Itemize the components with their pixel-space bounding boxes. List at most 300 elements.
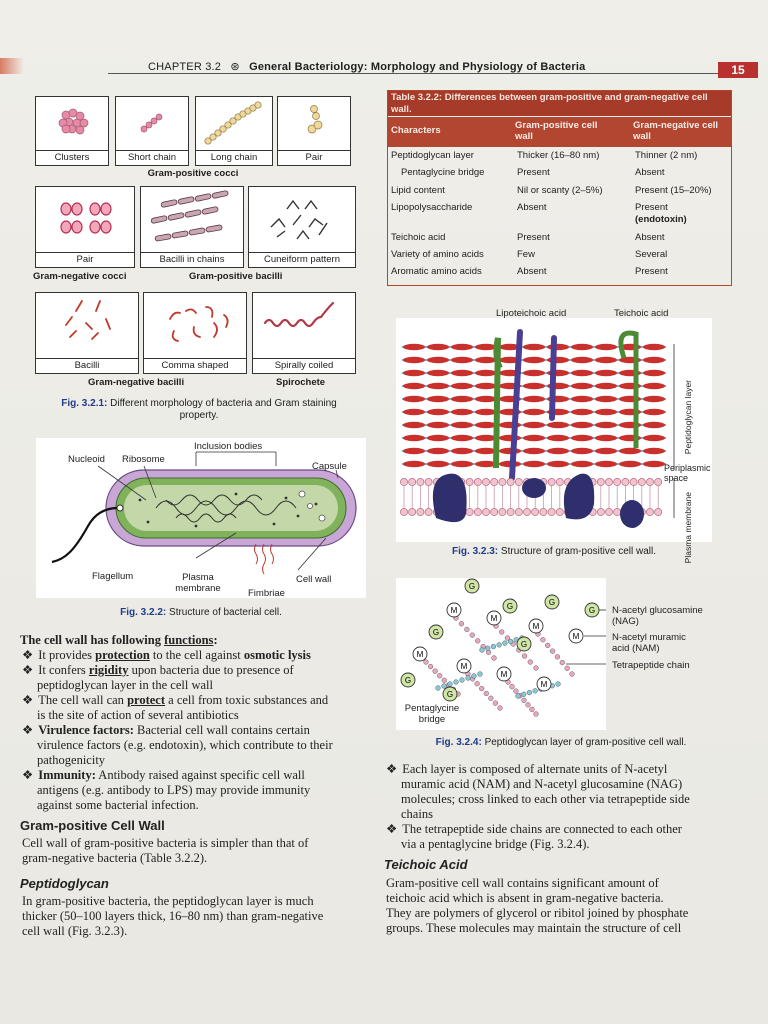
glycan-unit <box>451 370 473 376</box>
glycan-unit <box>403 383 425 389</box>
label-cuneiform: Cuneiform pattern <box>249 252 355 267</box>
phospholipid-head <box>646 508 653 515</box>
glycan-unit <box>523 357 545 363</box>
cell-spirally <box>252 292 356 374</box>
fig-3-2-1-caption-text1: Different morphology of bacteria and Gram staining <box>110 398 337 409</box>
chain-bead <box>528 660 533 665</box>
phospholipid-head <box>515 508 522 515</box>
glycan-unit <box>523 422 545 428</box>
label-comma: Comma shaped <box>144 358 246 373</box>
label-bacilli-chains: Bacilli in chains <box>141 252 243 267</box>
table-cell: Present (15–20%) <box>635 185 712 196</box>
table-cell: Teichoic acid <box>391 232 446 243</box>
glycan-unit <box>547 344 569 350</box>
label-nucleoid: Nucleoid <box>68 454 105 465</box>
phospholipid-head <box>400 478 407 485</box>
glycan-unit <box>619 448 641 454</box>
ta-line4: groups. These molecules may maintain the structure of cell <box>386 921 682 935</box>
table-cell: Peptidoglycan layer <box>391 150 474 161</box>
phospholipid-head <box>655 508 662 515</box>
glycan-unit <box>403 461 425 467</box>
chain-bead <box>570 672 575 677</box>
glycan-unit <box>451 383 473 389</box>
gram-positive-cell-wall-illustration <box>396 318 712 542</box>
chain-bead <box>533 688 538 693</box>
chain-bead <box>555 654 560 659</box>
glycan-unit <box>451 396 473 402</box>
chapter-label: CHAPTER 3.2 <box>148 61 222 73</box>
cell-short-chain <box>115 96 189 166</box>
r1-line4: chains <box>401 807 433 821</box>
bullet-virulence-line2: virulence factors (e.g. endotoxin), which contribute to their <box>37 738 333 752</box>
bullet-diamond-icon: ❖ <box>22 723 34 737</box>
b3-pre: The cell wall can <box>38 693 128 707</box>
node-letter: M <box>450 606 458 615</box>
functions-intro <box>20 633 218 648</box>
short-chain-illustration <box>116 97 188 149</box>
phospholipid-head <box>409 508 416 515</box>
phospholipid-head <box>597 478 604 485</box>
chain-bead <box>514 689 519 694</box>
teichoic-acid-strand <box>552 338 554 418</box>
header-separator-icon: ⊛ <box>230 61 240 73</box>
table-cell: Present <box>517 167 550 178</box>
node-letter: G <box>468 582 476 591</box>
page-number: 15 <box>718 62 758 78</box>
glycan-unit <box>475 409 497 415</box>
b2-bold: rigidity <box>88 663 129 677</box>
glycan-unit <box>595 435 617 441</box>
running-header <box>148 60 585 73</box>
glycan-unit <box>547 357 569 363</box>
b2-pre: It confers <box>38 663 89 677</box>
glycan-unit <box>475 370 497 376</box>
glycan-unit <box>427 370 449 376</box>
glycan-unit <box>571 344 593 350</box>
glycan-unit <box>403 370 425 376</box>
b1-bold1: protection <box>95 648 150 662</box>
glycan-unit <box>451 344 473 350</box>
glycan-unit <box>499 435 521 441</box>
chain-bead <box>433 669 438 674</box>
fig-3-2-1-caption-num: Fig. 3.2.1: <box>61 398 108 409</box>
bullet-diamond-icon: ❖ <box>22 663 34 677</box>
cell-bacilli-chains <box>140 186 244 268</box>
bullet-immunity-line3: against some bacterial infection. <box>37 798 199 812</box>
table-header-gram-negative: Gram-negative cell wall <box>633 120 719 142</box>
glycan-unit <box>427 435 449 441</box>
glycan-unit <box>403 396 425 402</box>
label-peptidoglycan-layer: Peptidoglycan layer <box>683 380 693 455</box>
chain-bead <box>522 654 527 659</box>
glycan-unit <box>427 396 449 402</box>
chain-bead <box>565 666 570 671</box>
glycan-unit <box>523 448 545 454</box>
label-nam <box>612 632 686 654</box>
bullet-immunity <box>22 768 305 783</box>
caption-spirochete: Spirochete <box>276 377 326 388</box>
table-frame <box>387 90 732 286</box>
chain-bead <box>550 649 555 654</box>
phospholipid-head <box>425 478 432 485</box>
glycan-unit <box>547 435 569 441</box>
chain-bead <box>556 682 561 687</box>
label-plasma-1: Plasma <box>182 572 214 583</box>
glycan-unit <box>595 396 617 402</box>
pg-text-line2: thicker (50–100 layers thick, 16–80 nm) than gram-negative <box>22 909 324 923</box>
glycan-unit <box>523 396 545 402</box>
chain-bead <box>436 686 441 691</box>
glycan-unit <box>427 461 449 467</box>
fig-3-2-3-caption-num: Fig. 3.2.3: <box>452 546 499 557</box>
node-letter: M <box>540 680 548 689</box>
bullet-diamond-icon: ❖ <box>22 693 34 707</box>
glycan-unit <box>595 409 617 415</box>
table-cell: Several <box>635 249 668 260</box>
node-letter: M <box>416 650 424 659</box>
chain-bead <box>459 621 464 626</box>
imm-bold: Immunity: <box>38 768 96 782</box>
label-plasma-membrane-2: Plasma membrane <box>683 492 693 564</box>
table-header-gram-positive: Gram-positive cell wall <box>515 120 598 142</box>
heading-gram-positive-cell-wall: Gram-positive Cell Wall <box>20 818 165 833</box>
cell-clusters <box>35 96 109 166</box>
phospholipid-head <box>556 478 563 485</box>
vir-text1: Bacterial cell wall contains certain <box>133 723 310 737</box>
table-cell: Few <box>517 249 535 260</box>
phospholipid-head <box>491 508 498 515</box>
glycan-unit <box>595 461 617 467</box>
ta-line1: Gram-positive cell wall contains significant amount of <box>386 876 659 890</box>
chain-bead <box>534 666 539 671</box>
phospholipid-head <box>499 508 506 515</box>
chain-bead <box>437 673 442 678</box>
node-letter: G <box>446 690 454 699</box>
glycan-unit <box>595 344 617 350</box>
table-title-text: Differences between gram-positive and gram-negative cell wall. <box>391 92 708 115</box>
table-cell: Nil or scanty (2–5%) <box>517 185 603 196</box>
glycan-unit <box>643 370 665 376</box>
chain-bead <box>516 694 521 699</box>
node-letter: M <box>532 622 540 631</box>
r1-line2: muramic acid (NAM) and N-acetyl glucosamine (NAG) <box>401 777 683 791</box>
chain-bead <box>466 676 471 681</box>
glycan-unit <box>427 409 449 415</box>
glycan-unit <box>595 370 617 376</box>
fig-3-2-4-caption <box>396 737 726 748</box>
phospholipid-head <box>400 508 407 515</box>
chain-bead <box>521 692 526 697</box>
glycan-unit <box>547 461 569 467</box>
table-cell: Lipid content <box>391 185 445 196</box>
glycan-unit <box>643 435 665 441</box>
node-letter: M <box>460 662 468 671</box>
chain-bead <box>498 706 503 711</box>
fig-3-2-4-caption-text: Peptidoglycan layer of gram-positive cell wall. <box>484 737 687 748</box>
table-cell: Present <box>635 202 668 213</box>
chain-bead <box>448 682 453 687</box>
node-letter: M <box>500 670 508 679</box>
r2-line2: via a pentaglycine bridge (Fig. 3.2.4). <box>401 837 590 851</box>
chapter-title: General Bacteriology: Morphology and Physiology of Bacteria <box>249 61 586 73</box>
bullet-protection <box>22 648 311 663</box>
label-teichoic-acid: Teichoic acid <box>614 308 669 319</box>
table-cell: Thinner (2 nm) <box>635 150 698 161</box>
table-cell: Absent <box>517 202 547 213</box>
chain-bead <box>424 660 429 665</box>
table-cell: Lipopolysaccharide <box>391 202 473 213</box>
phospholipid-head <box>614 478 621 485</box>
r1-line3: molecules; cross linked to each other via tetrapeptide side <box>401 792 690 806</box>
phospholipid-head <box>466 478 473 485</box>
b1-bold2: osmotic lysis <box>243 648 311 662</box>
phospholipid-head <box>614 508 621 515</box>
b1-pre: It provides <box>38 648 96 662</box>
chain-bead <box>560 660 565 665</box>
bullet-protect-line2: is the site of action of several antibiotics <box>37 708 239 722</box>
cell-gn-bacilli <box>35 292 139 374</box>
heading-teichoic-acid: Teichoic Acid <box>384 857 468 872</box>
phospholipid-head <box>597 508 604 515</box>
label-short-chain: Short chain <box>116 150 188 165</box>
vir-bold: Virulence factors: <box>38 723 134 737</box>
glycan-unit <box>475 383 497 389</box>
glycan-unit <box>475 396 497 402</box>
membrane-protein <box>433 474 467 523</box>
chain-bead <box>454 680 459 685</box>
gp-text-line1: Cell wall of gram-positive bacteria is simpler than that of <box>22 836 309 850</box>
node-letter: G <box>520 640 528 649</box>
glycan-unit <box>427 344 449 350</box>
phospholipid-head <box>466 508 473 515</box>
label-pentaglycine-bridge <box>396 703 468 725</box>
table-cell: Pentaglycine bridge <box>401 167 485 178</box>
label-capsule: Capsule <box>312 461 347 472</box>
phospholipid-head <box>507 508 514 515</box>
phospholipid-head <box>638 478 645 485</box>
label-inclusion-bodies: Inclusion bodies <box>194 441 263 452</box>
phospholipid-head <box>622 478 629 485</box>
glycan-unit <box>451 422 473 428</box>
pg-text-line3: cell wall (Fig. 3.2.3). <box>22 924 128 938</box>
bullet-immunity-line2: antigens (e.g. antibody to LPS) may provide immunity <box>37 783 311 797</box>
glycan-unit <box>451 461 473 467</box>
table-cell: (endotoxin) <box>635 214 687 225</box>
glycan-unit <box>451 357 473 363</box>
chain-bead <box>508 639 513 644</box>
chain-bead <box>428 664 433 669</box>
fig-3-2-1-caption <box>34 398 364 422</box>
phospholipid-head <box>474 478 481 485</box>
glycan-unit <box>643 396 665 402</box>
table-header-characters: Characters <box>391 125 441 136</box>
label-gn-bacilli: Bacilli <box>36 358 138 373</box>
glycan-unit <box>571 383 593 389</box>
glycan-unit <box>523 344 545 350</box>
table-cell: Absent <box>635 167 665 178</box>
glycan-unit <box>595 357 617 363</box>
chain-bead <box>530 707 535 712</box>
b3-mid: a cell from toxic substances and <box>165 693 329 707</box>
phospholipid-head <box>605 478 612 485</box>
node-letter: G <box>432 628 440 637</box>
phospholipid-head <box>482 508 489 515</box>
chain-bead <box>460 678 465 683</box>
chain-bead <box>526 702 531 707</box>
header-rule <box>108 73 718 74</box>
ta-line3: They are polymers of glycerol or ribitol joined by phosphate <box>386 906 689 920</box>
glycan-unit <box>643 461 665 467</box>
chain-bead <box>480 648 485 653</box>
phospholipid-head <box>491 478 498 485</box>
phospholipid-head <box>474 508 481 515</box>
membrane-protein <box>620 500 644 528</box>
node-letter: G <box>404 676 412 685</box>
chain-bead <box>545 643 550 648</box>
label-fimbriae: Fimbriae <box>248 588 285 599</box>
b3-bold: protect <box>127 693 166 707</box>
table-cell: Present <box>635 266 668 277</box>
label-plasma-membrane <box>168 572 228 594</box>
heading-peptidoglycan: Peptidoglycan <box>20 876 109 891</box>
glycan-unit <box>451 448 473 454</box>
glycan-unit <box>427 422 449 428</box>
glycan-unit <box>523 383 545 389</box>
diplococci-illustration <box>278 97 350 149</box>
glycan-unit <box>595 448 617 454</box>
fig-3-2-3-caption-text: Structure of gram-positive cell wall. <box>500 546 656 557</box>
chain-bead <box>484 691 489 696</box>
glycan-unit <box>451 435 473 441</box>
table-cell: Variety of amino acids <box>391 249 484 260</box>
imm-text1: Antibody raised against specific cell wall <box>95 768 305 782</box>
chain-bead <box>499 630 504 635</box>
bullet-virulence-line3: pathogenicity <box>37 753 106 767</box>
ta-line2: teichoic acid which is absent in gram-negative bacteria. <box>386 891 664 905</box>
gp-text-line2: gram-negative bacteria (Table 3.2.2). <box>22 851 208 865</box>
chain-bead <box>522 698 527 703</box>
phospholipid-head <box>425 508 432 515</box>
phospholipid-head <box>548 478 555 485</box>
label-pair: Pair <box>278 150 350 165</box>
glycan-unit <box>403 435 425 441</box>
functions-post: : <box>213 633 218 647</box>
bullet-rigidity-line2: peptidoglycan layer in the cell wall <box>37 678 213 692</box>
b2-post: upon bacteria due to presence of <box>128 663 294 677</box>
glycan-unit <box>427 448 449 454</box>
label-long-chain: Long chain <box>196 150 272 165</box>
glycan-unit <box>643 357 665 363</box>
caption-gram-positive-cocci: Gram-positive cocci <box>147 168 239 179</box>
bullet-diamond-icon: ❖ <box>22 768 34 782</box>
label-plasma-2: membrane <box>175 583 221 594</box>
gram-negative-bacilli-illustration <box>36 293 138 357</box>
glycan-unit <box>403 422 425 428</box>
phospholipid-head <box>515 478 522 485</box>
glycan-unit <box>643 409 665 415</box>
glycan-unit <box>571 357 593 363</box>
phospholipid-head <box>499 478 506 485</box>
phospholipid-head <box>630 478 637 485</box>
clusters-illustration <box>36 97 108 149</box>
fig-3-2-4-caption-num: Fig. 3.2.4: <box>435 737 482 748</box>
phospholipid-head <box>523 508 530 515</box>
caption-gram-positive-bacilli: Gram-positive bacilli <box>189 271 283 282</box>
chain-bead <box>464 627 469 632</box>
gram-negative-diplococci-illustration <box>36 187 134 251</box>
phospholipid-head <box>548 508 555 515</box>
glycan-unit <box>523 435 545 441</box>
spirochete-illustration <box>253 293 355 357</box>
chain-bead <box>475 638 480 643</box>
caption-gram-negative-bacilli: Gram-negative bacilli <box>88 377 185 388</box>
chain-bead <box>442 684 447 689</box>
label-penta-2: bridge <box>418 714 446 725</box>
bullet-layer-composition <box>386 762 667 777</box>
table-cell: Thicker (16–80 nm) <box>517 150 600 161</box>
phospholipid-head <box>482 478 489 485</box>
bacilli-chains-illustration <box>141 187 243 251</box>
chain-bead <box>442 678 447 683</box>
label-flagellum: Flagellum <box>92 571 134 582</box>
label-nag-1: N-acetyl glucosamine <box>612 605 703 616</box>
phospholipid-head <box>417 478 424 485</box>
node-letter: M <box>572 632 580 641</box>
cell-gn-pair <box>35 186 135 268</box>
bullet-diamond-icon: ❖ <box>22 648 34 662</box>
glycan-unit <box>643 344 665 350</box>
chain-bead <box>479 686 484 691</box>
label-gn-pair: Pair <box>36 252 134 267</box>
page-edge-mark <box>0 58 24 74</box>
phospholipid-head <box>532 508 539 515</box>
chain-bead <box>491 644 496 649</box>
label-tetrapeptide-chain: Tetrapeptide chain <box>612 660 690 671</box>
chain-bead <box>497 642 502 647</box>
r1-line1: Each layer is composed of alternate units of N-acetyl <box>402 762 668 776</box>
chain-bead <box>478 672 483 677</box>
phospholipid-head <box>655 478 662 485</box>
glycan-unit <box>571 435 593 441</box>
glycan-unit <box>403 409 425 415</box>
label-nam-1: N-acetyl muramic <box>612 632 686 643</box>
table-cell: Present <box>517 232 550 243</box>
label-spirally: Spirally coiled <box>253 358 355 373</box>
glycan-unit <box>595 383 617 389</box>
fig-3-2-1-caption-text2: property. <box>179 410 219 421</box>
cell-long-chain <box>195 96 273 166</box>
label-nag <box>612 605 703 627</box>
chain-bead <box>534 712 539 717</box>
table-title-num: Table 3.2.2: <box>391 92 443 103</box>
glycan-unit <box>451 409 473 415</box>
phospholipid-head <box>409 478 416 485</box>
label-periplasmic-space <box>664 463 711 483</box>
glycan-unit <box>499 448 521 454</box>
chain-bead <box>502 641 507 646</box>
bullet-protect <box>22 693 328 708</box>
chain-bead <box>510 684 515 689</box>
r2-line1: The tetrapeptide side chains are connected to each other <box>402 822 682 836</box>
label-lipoteichoic-acid: Lipoteichoic acid <box>496 308 567 319</box>
glycan-unit <box>571 461 593 467</box>
glycan-unit <box>643 448 665 454</box>
label-nag-2: (NAG) <box>612 616 639 627</box>
bullet-diamond-icon: ❖ <box>386 822 398 836</box>
node-letter: G <box>506 602 514 611</box>
cell-comma <box>143 292 247 374</box>
chain-bead <box>493 701 498 706</box>
